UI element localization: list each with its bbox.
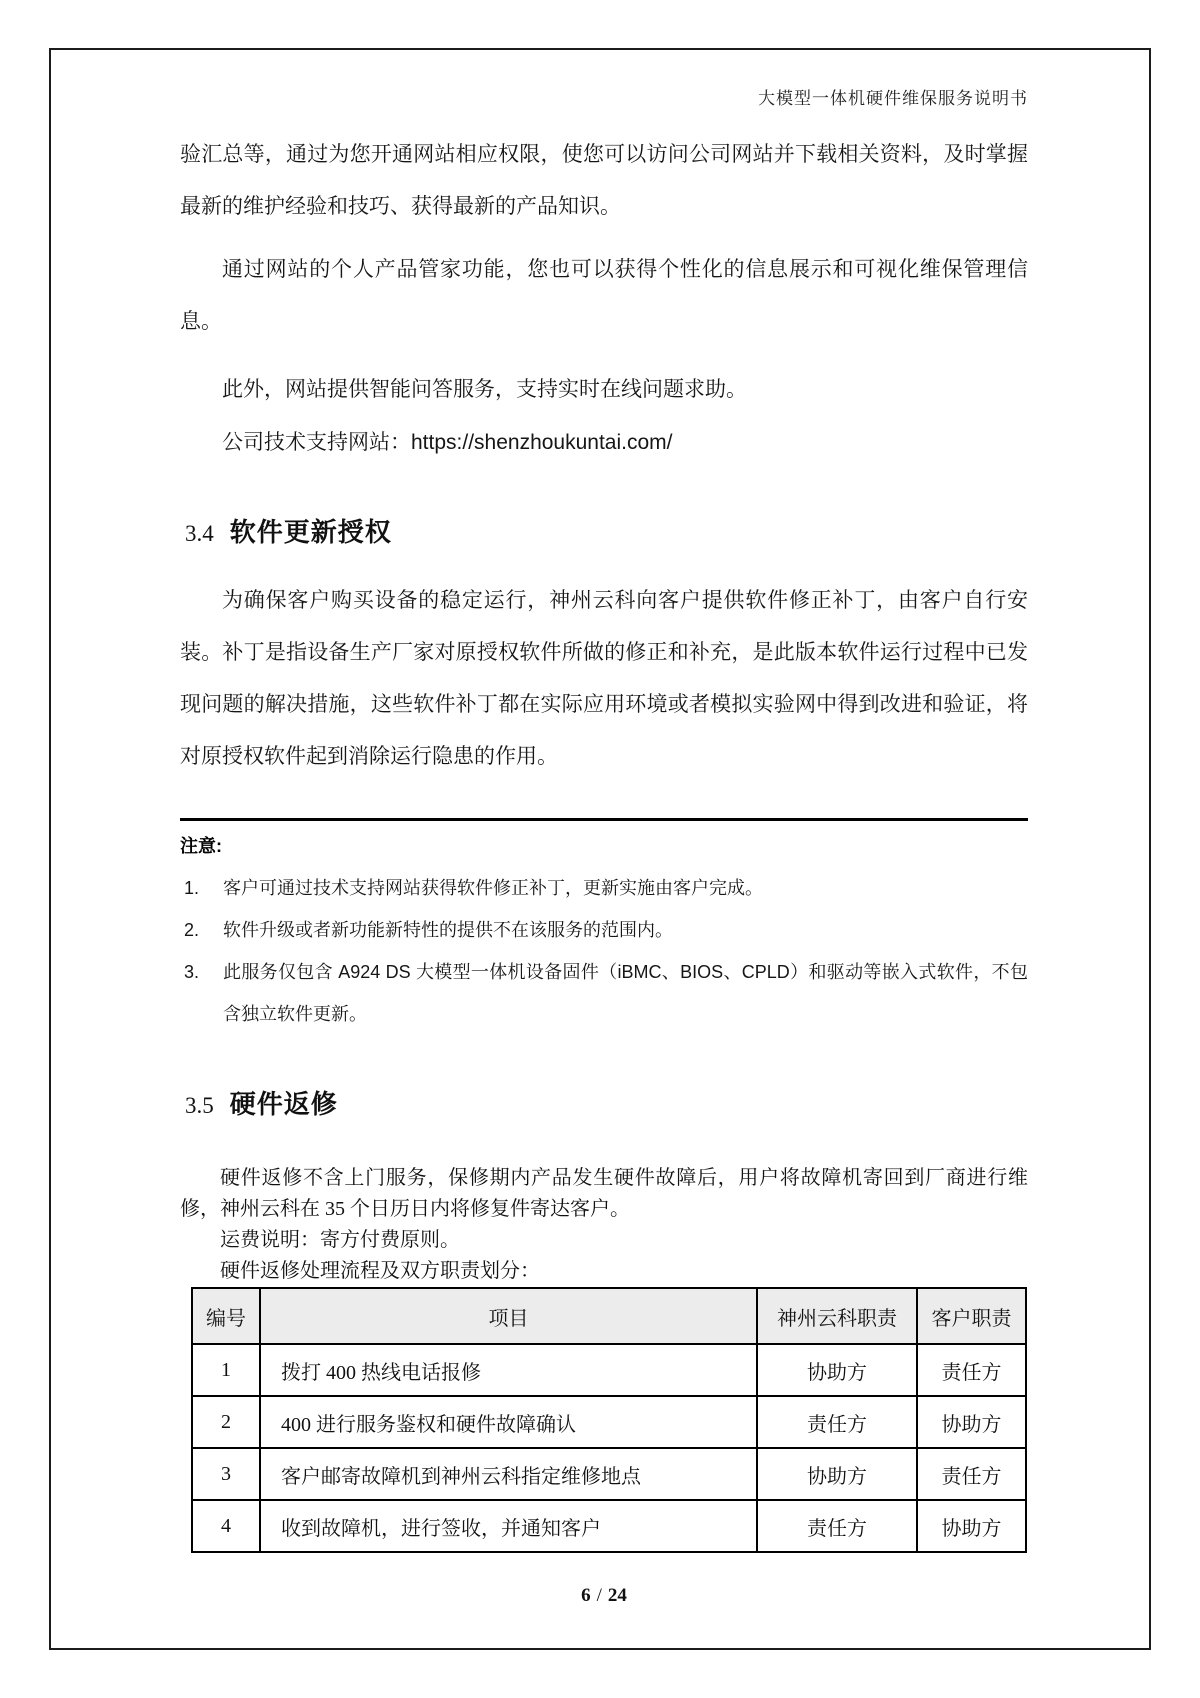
section-heading-3-4 (185, 515, 1028, 551)
section-number: 3.5 (185, 1093, 214, 1118)
support-site-label: 公司技术支持网站： (222, 431, 411, 454)
note-divider-rule (180, 818, 1028, 821)
note-item-text: 此服务仅包含 A924 DS 大模型一体机设备固件（iBMC、BIOS、CPLD）和驱动等嵌入式软件，不包含独立软件更新。 (223, 962, 1028, 1024)
page-content (180, 0, 1028, 1553)
note-item-number: 1. (184, 878, 200, 898)
paragraph-software-update: 为确保客户购买设备的稳定运行，神州云科向客户提供软件修正补丁，由客户自行安装。补丁是指设备生产厂家对原授权软件所做的修正和补充，是此版本软件运行过程中已发现问题的解决措施，这些软件补丁都在实际应用环境或者模拟实验网中得到改进和验证，将对原授权软件起到消除运行隐患的作用。 (180, 589, 1028, 768)
table-cell: 2 (192, 1396, 260, 1448)
table-row (192, 1448, 1026, 1500)
page-number-separator: / (596, 1585, 602, 1606)
table-cell: 责任方 (757, 1396, 917, 1448)
paragraph-support-site (180, 417, 1028, 469)
table-cell: 协助方 (917, 1500, 1026, 1552)
table-cell: 4 (192, 1500, 260, 1552)
paragraph-qa-service: 此外，网站提供智能问答服务，支持实时在线问题求助。 (222, 378, 747, 401)
current-page-number: 6 (581, 1585, 591, 1606)
table-cell: 客户邮寄故障机到神州云科指定维修地点 (260, 1448, 757, 1500)
paragraph-hardware-return: 硬件返修不含上门服务，保修期内产品发生硬件故障后，用户将故障机寄回到厂商进行维修，神州云科在 35 个日历日内将修复件寄达客户。 (180, 1167, 1028, 1220)
note-item (180, 909, 1028, 951)
section-title: 软件更新授权 (229, 517, 392, 547)
paragraph-website-access: 验汇总等，通过为您开通网站相应权限，使您可以访问公司网站并下载相关资料，及时掌握最新的维护经验和技巧、获得最新的产品知识。 (180, 143, 1028, 218)
table-intro-line: 硬件返修处理流程及双方职责划分： (220, 1260, 540, 1282)
note-label: 注意: (180, 836, 222, 856)
table-cell: 责任方 (757, 1500, 917, 1552)
freight-note-line: 运费说明：寄方付费原则。 (220, 1229, 460, 1251)
note-item-text: 客户可通过技术支持网站获得软件修正补丁，更新实施由客户完成。 (223, 878, 763, 898)
note-list (180, 867, 1028, 1035)
table-cell: 3 (192, 1448, 260, 1500)
note-item-number: 3. (184, 962, 200, 982)
table-cell: 责任方 (917, 1448, 1026, 1500)
responsibility-table-head (192, 1288, 1026, 1344)
table-cell: 协助方 (757, 1448, 917, 1500)
hardware-return-text (180, 1163, 1028, 1287)
table-cell: 协助方 (917, 1396, 1026, 1448)
note-item (180, 951, 1028, 1035)
section-heading-3-5 (185, 1087, 1028, 1123)
table-header-cell: 项目 (260, 1288, 757, 1344)
table-cell: 协助方 (757, 1344, 917, 1396)
document-header-title: 大模型一体机硬件维保服务说明书 (758, 89, 1028, 108)
section-title: 硬件返修 (229, 1089, 338, 1119)
table-cell: 拨打 400 热线电话报修 (260, 1344, 757, 1396)
table-cell: 400 进行服务鉴权和硬件故障确认 (260, 1396, 757, 1448)
responsibility-table-body (192, 1344, 1026, 1552)
table-cell: 1 (192, 1344, 260, 1396)
table-cell: 责任方 (917, 1344, 1026, 1396)
note-item-text: 软件升级或者新功能新特性的提供不在该服务的范围内。 (223, 920, 673, 940)
table-row (192, 1344, 1026, 1396)
support-website-link[interactable]: https://shenzhoukuntai.com/ (411, 431, 673, 454)
responsibility-table (191, 1287, 1027, 1553)
page-number-footer (180, 1585, 1028, 1607)
note-item (180, 867, 1028, 909)
total-page-count: 24 (607, 1585, 627, 1606)
table-header-cell: 神州云科职责 (757, 1288, 917, 1344)
table-row (192, 1396, 1026, 1448)
section-number: 3.4 (185, 521, 214, 546)
table-cell: 收到故障机，进行签收，并通知客户 (260, 1500, 757, 1552)
table-header-cell: 客户职责 (917, 1288, 1026, 1344)
table-header-row (192, 1288, 1026, 1344)
paragraph-product-manager: 通过网站的个人产品管家功能，您也可以获得个性化的信息展示和可视化维保管理信息。 (180, 258, 1028, 333)
note-item-number: 2. (184, 920, 200, 940)
table-header-cell: 编号 (192, 1288, 260, 1344)
table-row (192, 1500, 1026, 1552)
